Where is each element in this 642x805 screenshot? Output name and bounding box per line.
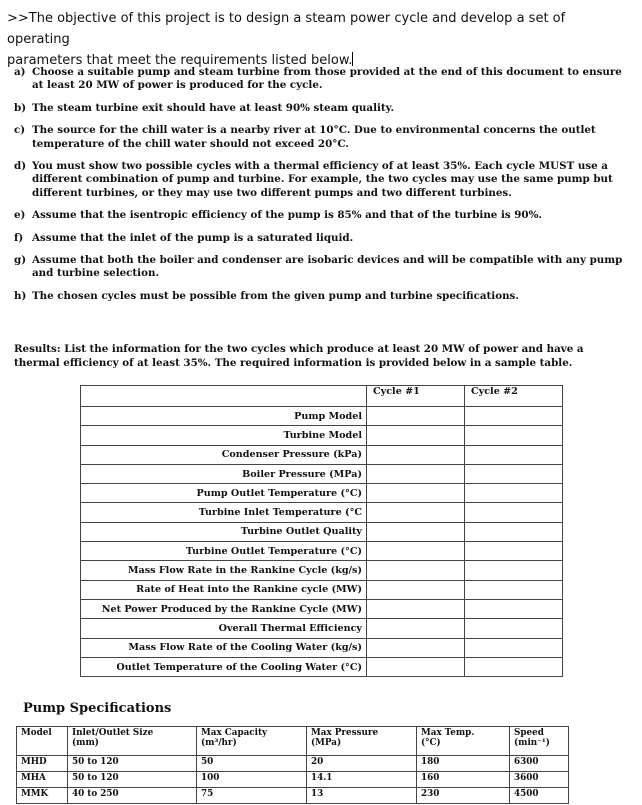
spec-cell: 75	[197, 788, 307, 804]
results-header-cycle-1: Cycle #1	[367, 386, 465, 407]
results-header-cycle-2: Cycle #2	[465, 386, 563, 407]
cycle-2-cell[interactable]	[465, 484, 563, 503]
results-row	[81, 407, 563, 426]
spec-cell: 180	[417, 756, 510, 772]
cycle-2-cell[interactable]	[465, 657, 563, 676]
requirement-text: Choose a suitable pump and steam turbine from those provided at the end of this document to ensure at least 20 MW of power is produced for the cycle.	[32, 66, 622, 92]
spec-cell: 20	[307, 756, 417, 772]
requirement-text: The steam turbine exit should have at least 90% steam quality.	[32, 101, 395, 114]
pump-specs-row	[17, 772, 569, 788]
results-row	[81, 503, 563, 522]
requirement-label: a)	[14, 66, 26, 78]
results-row	[81, 657, 563, 676]
requirements-list	[14, 66, 626, 312]
requirement-label: d)	[14, 160, 27, 173]
cycle-1-cell[interactable]	[367, 407, 465, 426]
spec-cell: 14.1	[307, 772, 417, 788]
pump-specs-row	[17, 756, 569, 772]
pump-specs-row	[17, 788, 569, 804]
pump-specs-title: Pump Specifications	[23, 701, 172, 716]
results-row-label: Pump Outlet Temperature (°C)	[81, 484, 367, 503]
results-row-label: Condenser Pressure (kPa)	[81, 445, 367, 464]
spec-cell: 50	[197, 756, 307, 772]
spec-cell: 6300	[510, 756, 569, 772]
requirement-item	[14, 290, 626, 303]
cycle-1-cell[interactable]	[367, 657, 465, 676]
results-row	[81, 619, 563, 638]
requirement-text: You must show two possible cycles with a thermal efficiency of at least 35%. Each cycle MUST use a different combination of pump and turbine. For example, the two cycles may use the same pump but different turbines, or they may use two different pumps and two different turbines.	[32, 160, 613, 199]
cycle-1-cell[interactable]	[367, 599, 465, 618]
requirement-item	[14, 160, 626, 200]
results-row-label: Pump Model	[81, 407, 367, 426]
cycle-2-cell[interactable]	[465, 542, 563, 561]
results-row	[81, 580, 563, 599]
spec-cell: 100	[197, 772, 307, 788]
results-row-label: Mass Flow Rate of the Cooling Water (kg/s)	[81, 638, 367, 657]
spec-cell: MHD	[17, 756, 68, 772]
results-header-blank	[81, 386, 367, 407]
cycle-1-cell[interactable]	[367, 638, 465, 657]
results-row	[81, 522, 563, 541]
cycle-2-cell[interactable]	[465, 619, 563, 638]
results-row-label: Net Power Produced by the Rankine Cycle (MW)	[81, 599, 367, 618]
intro-line-1: >>The objective of this project is to design a steam power cycle and develop a set of operating	[7, 11, 566, 47]
cycle-1-cell[interactable]	[367, 580, 465, 599]
results-header-row	[81, 386, 563, 407]
requirement-label: f)	[14, 231, 24, 244]
cycle-2-cell[interactable]	[465, 522, 563, 541]
requirement-item	[14, 209, 626, 222]
intro-line-2: parameters that meet the requirements listed below.	[7, 53, 353, 68]
cycle-1-cell[interactable]	[367, 464, 465, 483]
cycle-2-cell[interactable]	[465, 638, 563, 657]
results-row-label: Overall Thermal Efficiency	[81, 619, 367, 638]
results-row	[81, 542, 563, 561]
results-row	[81, 638, 563, 657]
requirement-item	[14, 102, 626, 115]
text-cursor	[352, 52, 353, 66]
cycle-1-cell[interactable]	[367, 484, 465, 503]
results-row	[81, 426, 563, 445]
results-row	[81, 484, 563, 503]
requirement-text: Assume that both the boiler and condenser are isobaric devices and will be compatible with any pump and turbine selection.	[32, 254, 623, 280]
results-row-label: Mass Flow Rate in the Rankine Cycle (kg/s)	[81, 561, 367, 580]
spec-header: Model	[17, 727, 68, 756]
results-row-label: Turbine Model	[81, 426, 367, 445]
cycle-2-cell[interactable]	[465, 561, 563, 580]
results-table	[80, 385, 563, 677]
spec-header: Inlet/Outlet Size (mm)	[68, 727, 197, 756]
spec-cell: 50 to 120	[68, 756, 197, 772]
spec-cell: 13	[307, 788, 417, 804]
requirement-label: c)	[14, 124, 26, 137]
cycle-2-cell[interactable]	[465, 503, 563, 522]
spec-cell: 4500	[510, 788, 569, 804]
results-row-label: Turbine Inlet Temperature (°C	[81, 503, 367, 522]
results-row-label: Boiler Pressure (MPa)	[81, 464, 367, 483]
spec-header: Speed (min⁻¹)	[510, 727, 569, 756]
spec-cell: 40 to 250	[68, 788, 197, 804]
results-row-label: Turbine Outlet Temperature (°C)	[81, 542, 367, 561]
cycle-2-cell[interactable]	[465, 599, 563, 618]
requirement-label: h)	[14, 289, 27, 302]
requirement-label: e)	[14, 209, 26, 222]
pump-specs-table	[16, 726, 569, 804]
requirement-text: The source for the chill water is a nearby river at 10°C. Due to environmental concerns the outlet temperature of the chill water should not exceed 20°C.	[32, 124, 596, 150]
results-row-label: Turbine Outlet Quality	[81, 522, 367, 541]
requirement-item	[14, 66, 626, 93]
results-row-label: Outlet Temperature of the Cooling Water (°C)	[81, 657, 367, 676]
cycle-1-cell[interactable]	[367, 426, 465, 445]
requirement-label: b)	[14, 101, 27, 114]
results-paragraph: Results: List the information for the two cycles which produce at least 20 MW of power and have a thermal efficiency of at least 35%. The required information is provided below in a sample table.	[14, 343, 584, 369]
requirement-item	[14, 232, 626, 245]
spec-header: Max Capacity (m³/hr)	[197, 727, 307, 756]
requirement-item	[14, 124, 626, 151]
cycle-2-cell[interactable]	[465, 445, 563, 464]
cycle-1-cell[interactable]	[367, 445, 465, 464]
requirement-text: Assume that the inlet of the pump is a saturated liquid.	[32, 231, 354, 244]
results-row	[81, 445, 563, 464]
spec-cell: 160	[417, 772, 510, 788]
results-row	[81, 464, 563, 483]
spec-cell: 50 to 120	[68, 772, 197, 788]
intro-text	[7, 8, 632, 71]
pump-specs-header-row	[17, 727, 569, 756]
requirement-text: The chosen cycles must be possible from the given pump and turbine specifications.	[32, 289, 519, 302]
requirement-text: Assume that the isentropic efficiency of the pump is 85% and that of the turbine is 90%.	[32, 209, 542, 222]
spec-cell: MHA	[17, 772, 68, 788]
cycle-2-cell[interactable]	[465, 426, 563, 445]
cycle-2-cell[interactable]	[465, 580, 563, 599]
spec-header: Max Temp. (°C)	[417, 727, 510, 756]
spec-header: Max Pressure (MPa)	[307, 727, 417, 756]
cycle-1-cell[interactable]	[367, 503, 465, 522]
results-row	[81, 599, 563, 618]
spec-cell: MMK	[17, 788, 68, 804]
cycle-1-cell[interactable]	[367, 542, 465, 561]
cycle-2-cell[interactable]	[465, 407, 563, 426]
requirement-label: g)	[14, 254, 27, 267]
spec-cell: 3600	[510, 772, 569, 788]
spec-cell: 230	[417, 788, 510, 804]
requirement-item	[14, 254, 626, 281]
cycle-1-cell[interactable]	[367, 561, 465, 580]
cycle-1-cell[interactable]	[367, 619, 465, 638]
results-row	[81, 561, 563, 580]
results-row-label: Rate of Heat into the Rankine cycle (MW)	[81, 580, 367, 599]
cycle-1-cell[interactable]	[367, 522, 465, 541]
cycle-2-cell[interactable]	[465, 464, 563, 483]
